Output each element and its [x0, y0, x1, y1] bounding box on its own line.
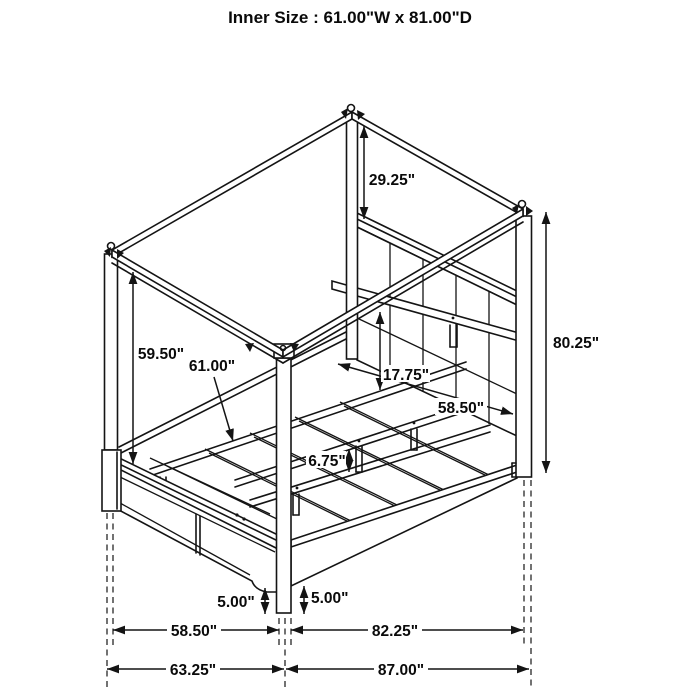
dim-label-side-rail-length: 82.25"	[371, 623, 419, 640]
leader-arrow-61-00	[214, 377, 233, 441]
finial-hole	[348, 105, 355, 112]
dim-label-overall-depth: 87.00"	[377, 662, 425, 679]
dim-label-deck-to-headboard-rail: 17.75"	[382, 367, 430, 384]
dim-label-overall-height: 80.25"	[553, 335, 600, 352]
dim-label-headboard-to-canopy: 29.25"	[368, 172, 416, 189]
right-post	[516, 216, 532, 477]
left-post-foot	[102, 450, 121, 511]
front-post	[277, 358, 292, 613]
finial-hole	[519, 201, 526, 208]
page-title: Inner Size : 61.00"W x 81.00"D	[228, 8, 472, 27]
dim-label-inner-width: 61.00"	[188, 358, 236, 375]
dim-label-side-rail-floor-clearance: 5.00"	[311, 590, 349, 607]
dim-label-footboard-floor-clearance: 5.00"	[217, 594, 255, 611]
drawer-pull	[235, 513, 238, 516]
left-post	[105, 254, 118, 450]
drawer-pull	[242, 517, 245, 520]
dim-label-canopy-opening-height: 59.50"	[137, 346, 185, 363]
dim-label-overall-width: 63.25"	[169, 662, 217, 679]
dim-label-footboard-side-width: 58.50"	[170, 623, 218, 640]
dim-label-slat-leg-height: 6.75"	[308, 453, 346, 470]
dim-label-headboard-inner-width: 58.50"	[437, 400, 485, 417]
